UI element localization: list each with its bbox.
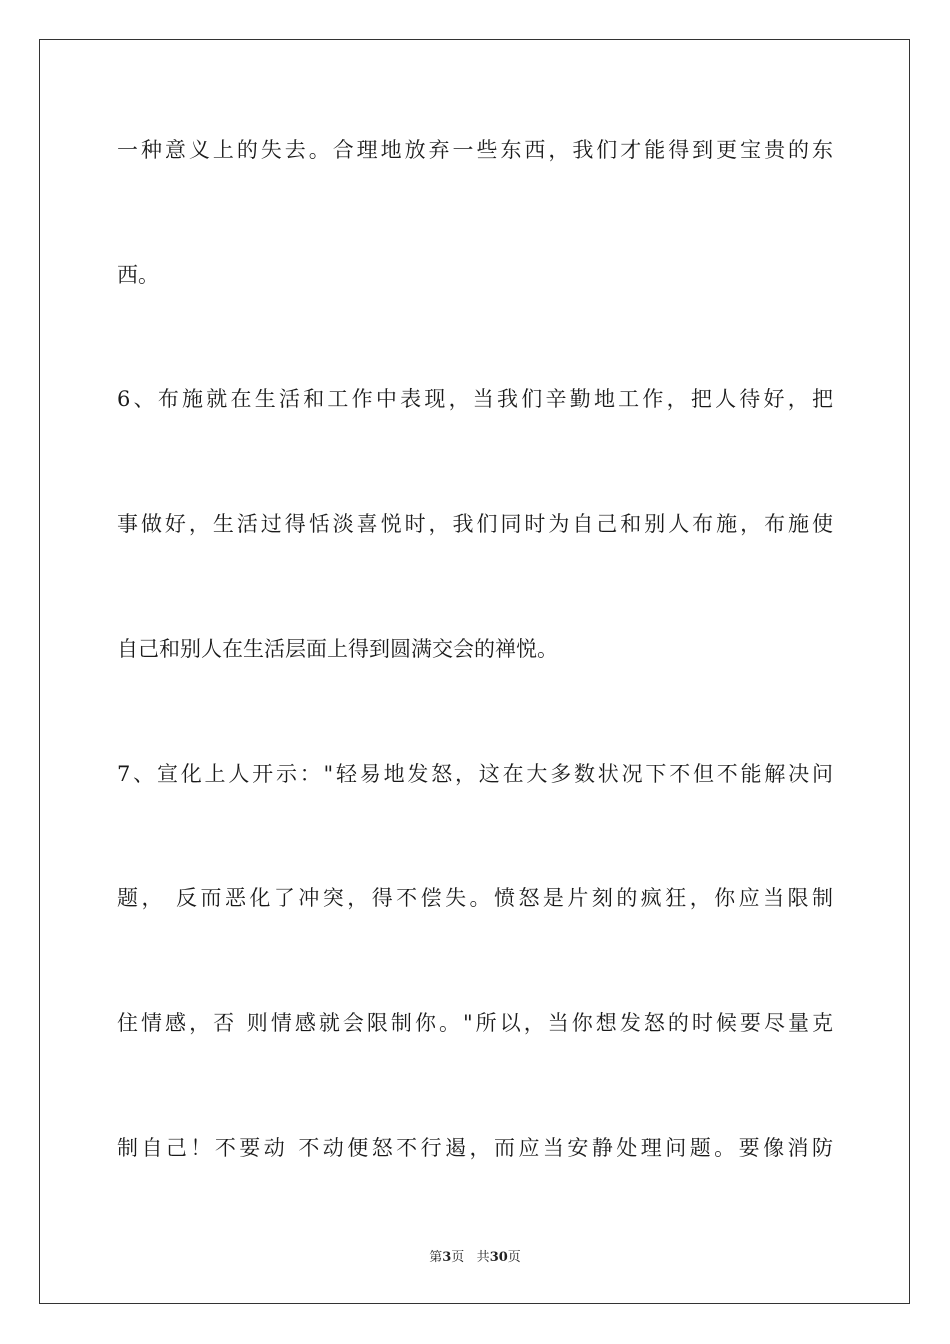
body-text-line-4: 事做好，生活过得恬淡喜悦时，我们同时为自己和别人布施，布施使 xyxy=(117,512,833,536)
body-text-line-9: 制自己！不要动 不动便怒不行遏，而应当安静处理问题。要像消防 xyxy=(117,1136,833,1160)
footer-total-number: 30 xyxy=(489,1250,508,1265)
body-text-line-1: 一种意义上的失去。合理地放弃一些东西，我们才能得到更宝贵的东 xyxy=(117,138,833,162)
body-text-line-2: 西。 xyxy=(117,263,159,287)
body-text-line-8: 住情感，否 则情感就会限制你。"所以，当你想发怒的时候要尽量克 xyxy=(117,1011,833,1035)
body-text-line-6: 7、宣化上人开示："轻易地发怒，这在大多数状况下不但不能解决问 xyxy=(117,762,833,786)
body-text-line-5: 自己和别人在生活层面上得到圆满交会的禅悦。 xyxy=(117,637,558,661)
page-border xyxy=(39,39,910,1304)
body-text-line-7: 题， 反而恶化了冲突，得不偿失。愤怒是片刻的疯狂，你应当限制 xyxy=(117,886,833,910)
footer-page-prefix: 第 xyxy=(429,1250,443,1265)
body-text-line-3: 6、布施就在生活和工作中表现，当我们辛勤地工作，把人待好，把 xyxy=(117,387,833,411)
footer-total-prefix: 共 xyxy=(476,1250,490,1265)
footer-page-suffix: 页 xyxy=(451,1250,465,1265)
footer-total-suffix: 页 xyxy=(507,1250,521,1265)
footer-page-number: 3 xyxy=(442,1250,452,1265)
page-footer xyxy=(0,1246,950,1265)
